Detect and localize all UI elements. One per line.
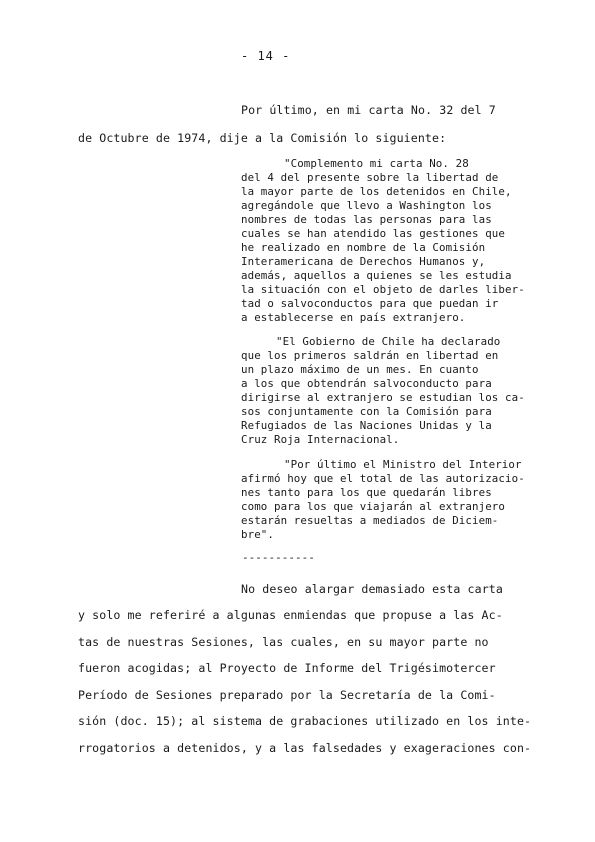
quote1-line-4: agregándole que llevo a Washington los [241,199,492,212]
quote2-line-1: "El Gobierno de Chile ha declarado [276,335,501,348]
quote1-line-10: la situación con el objeto de darles liber- [241,283,525,296]
closing-line-4: fueron acogidas; al Proyecto de Informe del Trigésimotercer [78,661,496,675]
closing-line-6: sión (doc. 15); al sistema de grabaciones utilizado en los inte- [78,714,532,728]
closing-line-7: rrogatorios a detenidos, y a las falsedades y exageraciones con- [78,741,532,755]
quote2-line-5: dirigirse al extranjero se estudian los ca- [241,391,525,404]
quote3-line-5: estarán resueltas a mediados de Diciem- [241,514,499,527]
quote2-line-4: a los que obtendrán salvoconducto para [241,377,492,390]
quote1-line-8: Interamericana de Derechos Humanos y, [241,255,486,268]
quote1-line-1: "Complemento mi carta No. 28 [284,157,469,170]
quote3-line-1: "Por último el Ministro del Interior [284,458,522,471]
closing-line-3: tas de nuestras Sesiones, las cuales, en su mayor parte no [78,635,489,649]
quote1-line-2: del 4 del presente sobre la libertad de [241,171,499,184]
quote1-line-3: la mayor parte de los detenidos en Chile, [241,185,512,198]
quote1-line-11: tad o salvoconductos para que puedan ir [241,297,499,310]
quote1-line-7: he realizado en nombre de la Comisión [241,241,486,254]
section-separator: ----------- [242,551,315,564]
quote3-line-2: afirmó hoy que el total de las autorizacio- [241,472,525,485]
closing-line-5: Período de Sesiones preparado por la Secretaría de la Comi- [78,688,496,702]
quote1-line-9: además, aquellos a quienes se les estudia [241,269,512,282]
closing-line-1: No deseo alargar demasiado esta carta [241,582,503,596]
intro-line-2: de Octubre de 1974, dije a la Comisión lo siguiente: [78,131,447,145]
quote3-line-6: bre". [241,528,275,541]
quote1-line-5: nombres de todas las personas para las [241,213,492,226]
closing-line-2: y solo me referiré a algunas enmiendas que propuse a las Ac- [78,608,503,622]
page-number: - 14 - [241,49,291,63]
quote2-line-8: Cruz Roja Internacional. [241,433,400,446]
quote3-line-4: como para los que viajarán al extranjero [241,500,506,513]
quote1-line-12: a establecerse en país extranjero. [241,311,466,324]
quote1-line-6: cuales se han atendido las gestiones que [241,227,506,240]
quote2-line-7: Refugiados de las Naciones Unidas y la [241,419,492,432]
quote2-line-2: que los primeros saldrán en libertad en [241,349,499,362]
quote3-line-3: nes tanto para los que quedarán libres [241,486,492,499]
quote2-line-3: un plazo máximo de un mes. En cuanto [241,363,479,376]
quote2-line-6: sos conjuntamente con la Comisión para [241,405,492,418]
intro-line-1: Por último, en mi carta No. 32 del 7 [241,103,496,117]
